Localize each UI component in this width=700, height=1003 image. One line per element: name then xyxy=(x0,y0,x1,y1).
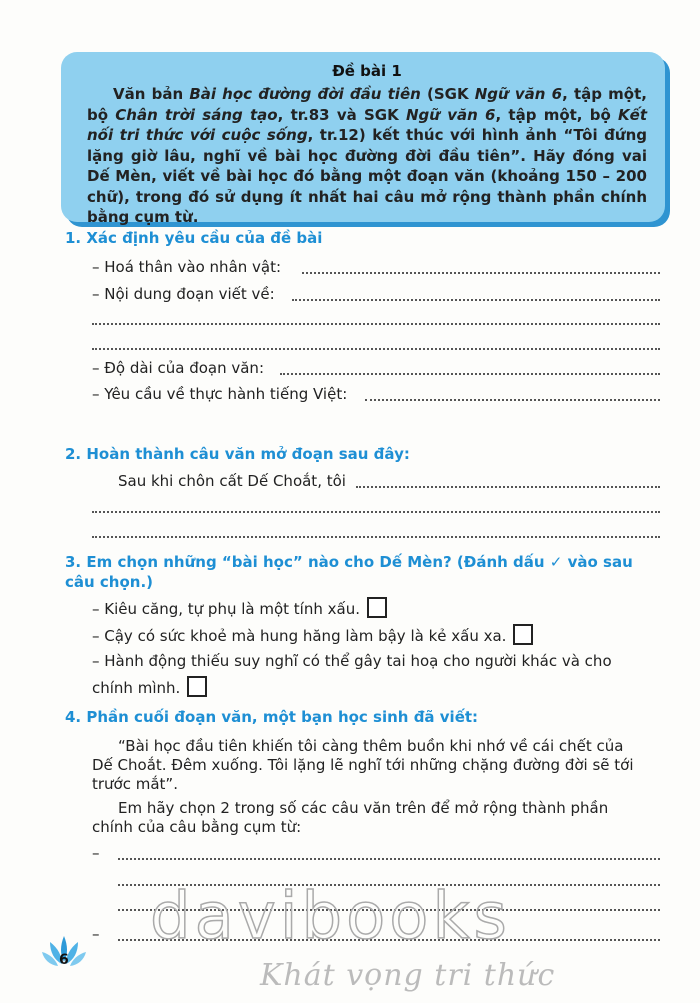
watermark-logo: davibooks xyxy=(150,880,511,954)
page-number-badge xyxy=(40,932,88,972)
s3-option-1-label: – Kiêu căng, tự phụ là một tính xấu. xyxy=(92,600,360,618)
page-number: 6 xyxy=(59,952,69,968)
s1-item-4 xyxy=(92,385,347,403)
answer-line[interactable] xyxy=(280,373,660,375)
prompt-text-italic: Bài học đường đời đầu tiên xyxy=(189,85,421,103)
s1-item-1 xyxy=(92,258,281,276)
option-checkbox[interactable] xyxy=(187,676,207,697)
s2-sentence: Sau khi chôn cất Dế Choắt, tôi xyxy=(118,472,346,490)
prompt-text xyxy=(87,84,647,228)
prompt-text-italic: Ngữ văn 6 xyxy=(405,105,496,124)
s3-option-3 xyxy=(92,652,612,670)
answer-line[interactable] xyxy=(92,536,660,538)
answer-line[interactable] xyxy=(365,399,660,401)
answer-dash: – xyxy=(92,925,100,943)
prompt-text-part: (SGK xyxy=(420,85,475,103)
answer-line[interactable] xyxy=(292,299,660,301)
s3-option-2-label: – Cậy có sức khoẻ mà hung hăng làm bậy là kẻ xấu xa. xyxy=(92,627,507,645)
prompt-text-part: Văn bản xyxy=(113,85,190,103)
prompt-text-part: , tập một, bộ xyxy=(495,105,619,124)
option-checkbox[interactable] xyxy=(367,597,387,618)
s3-option-1 xyxy=(92,597,387,618)
section-1-title: 1. Xác định yêu cầu của đề bài xyxy=(65,229,323,247)
section-2-title: 2. Hoàn thành câu văn mở đoạn sau đây: xyxy=(65,445,410,463)
prompt-box xyxy=(61,52,665,226)
section-4-title: 4. Phần cuối đoạn văn, một bạn học sinh đã viết: xyxy=(65,708,479,726)
quote-line-2: Dế Choắt. Đêm xuống. Tôi lặng lẽ nghĩ tới những chặng đường đời sẽ tới xyxy=(92,756,634,774)
option-checkbox[interactable] xyxy=(513,624,533,645)
quote-line-3: trước mắt”. xyxy=(92,775,178,793)
quote-line-1: “Bài học đầu tiên khiến tôi càng thêm buồn khi nhớ về cái chết của xyxy=(118,737,624,755)
prompt-text-italic: Chân trời sáng tạo xyxy=(115,105,278,124)
answer-line[interactable] xyxy=(92,348,660,350)
s3-option-3-label: – Hành động thiếu suy nghĩ có thể gây tai hoạ cho người khác và cho xyxy=(92,652,612,670)
task-line-1: Em hãy chọn 2 trong số các câu văn trên để mở rộng thành phần xyxy=(118,799,609,817)
s1-item-2-label: – Nội dung đoạn viết về: xyxy=(92,285,275,303)
s3-option-2 xyxy=(92,624,533,645)
prompt-title: Đề bài 1 xyxy=(332,62,402,80)
prompt-text-part: , tr.12) kết thúc với hình ảnh “Tôi đứng lặng giờ lâu, nghĩ về bài học đường đời đầu tiên”. Hãy đóng vai Dế Mèn, viết về bài học đó bằng một đoạn văn (khoảng 150 – 200 chữ), trong đó sử dụng ít nhất hai câu mở rộng thành phần chính bằng cụm từ. xyxy=(87,126,647,226)
s3-option-3-cont-label: chính mình. xyxy=(92,679,181,697)
s1-item-3-label: – Độ dài của đoạn văn: xyxy=(92,359,264,377)
s3-option-3-cont xyxy=(92,676,207,697)
prompt-text-italic: Ngữ văn 6 xyxy=(474,85,563,103)
prompt-text-italic: Kết nối tri thức với cuộc sống xyxy=(87,105,648,144)
s1-item-2 xyxy=(92,285,275,303)
task-line-2: chính của câu bằng cụm từ: xyxy=(92,818,302,836)
watermark-tagline: Khát vọng tri thức xyxy=(260,958,556,993)
answer-line[interactable] xyxy=(302,272,660,274)
prompt-text-part: , tr.83 và SGK xyxy=(277,105,406,124)
answer-line[interactable] xyxy=(356,486,660,488)
answer-line[interactable] xyxy=(118,858,660,860)
prompt-text-part: , tập một, bộ xyxy=(87,85,647,124)
s1-item-3 xyxy=(92,359,264,377)
s1-item-1-label: – Hoá thân vào nhân vật: xyxy=(92,258,282,276)
s1-item-4-label: – Yêu cầu về thực hành tiếng Việt: xyxy=(92,385,348,403)
answer-line[interactable] xyxy=(92,511,660,513)
answer-line[interactable] xyxy=(92,323,660,325)
answer-dash: – xyxy=(92,844,100,862)
section-3-title-cont: câu chọn.) xyxy=(65,573,154,591)
section-3-title: 3. Em chọn những “bài học” nào cho Dế Mèn? (Đánh dấu ✓ vào sau xyxy=(65,553,633,571)
